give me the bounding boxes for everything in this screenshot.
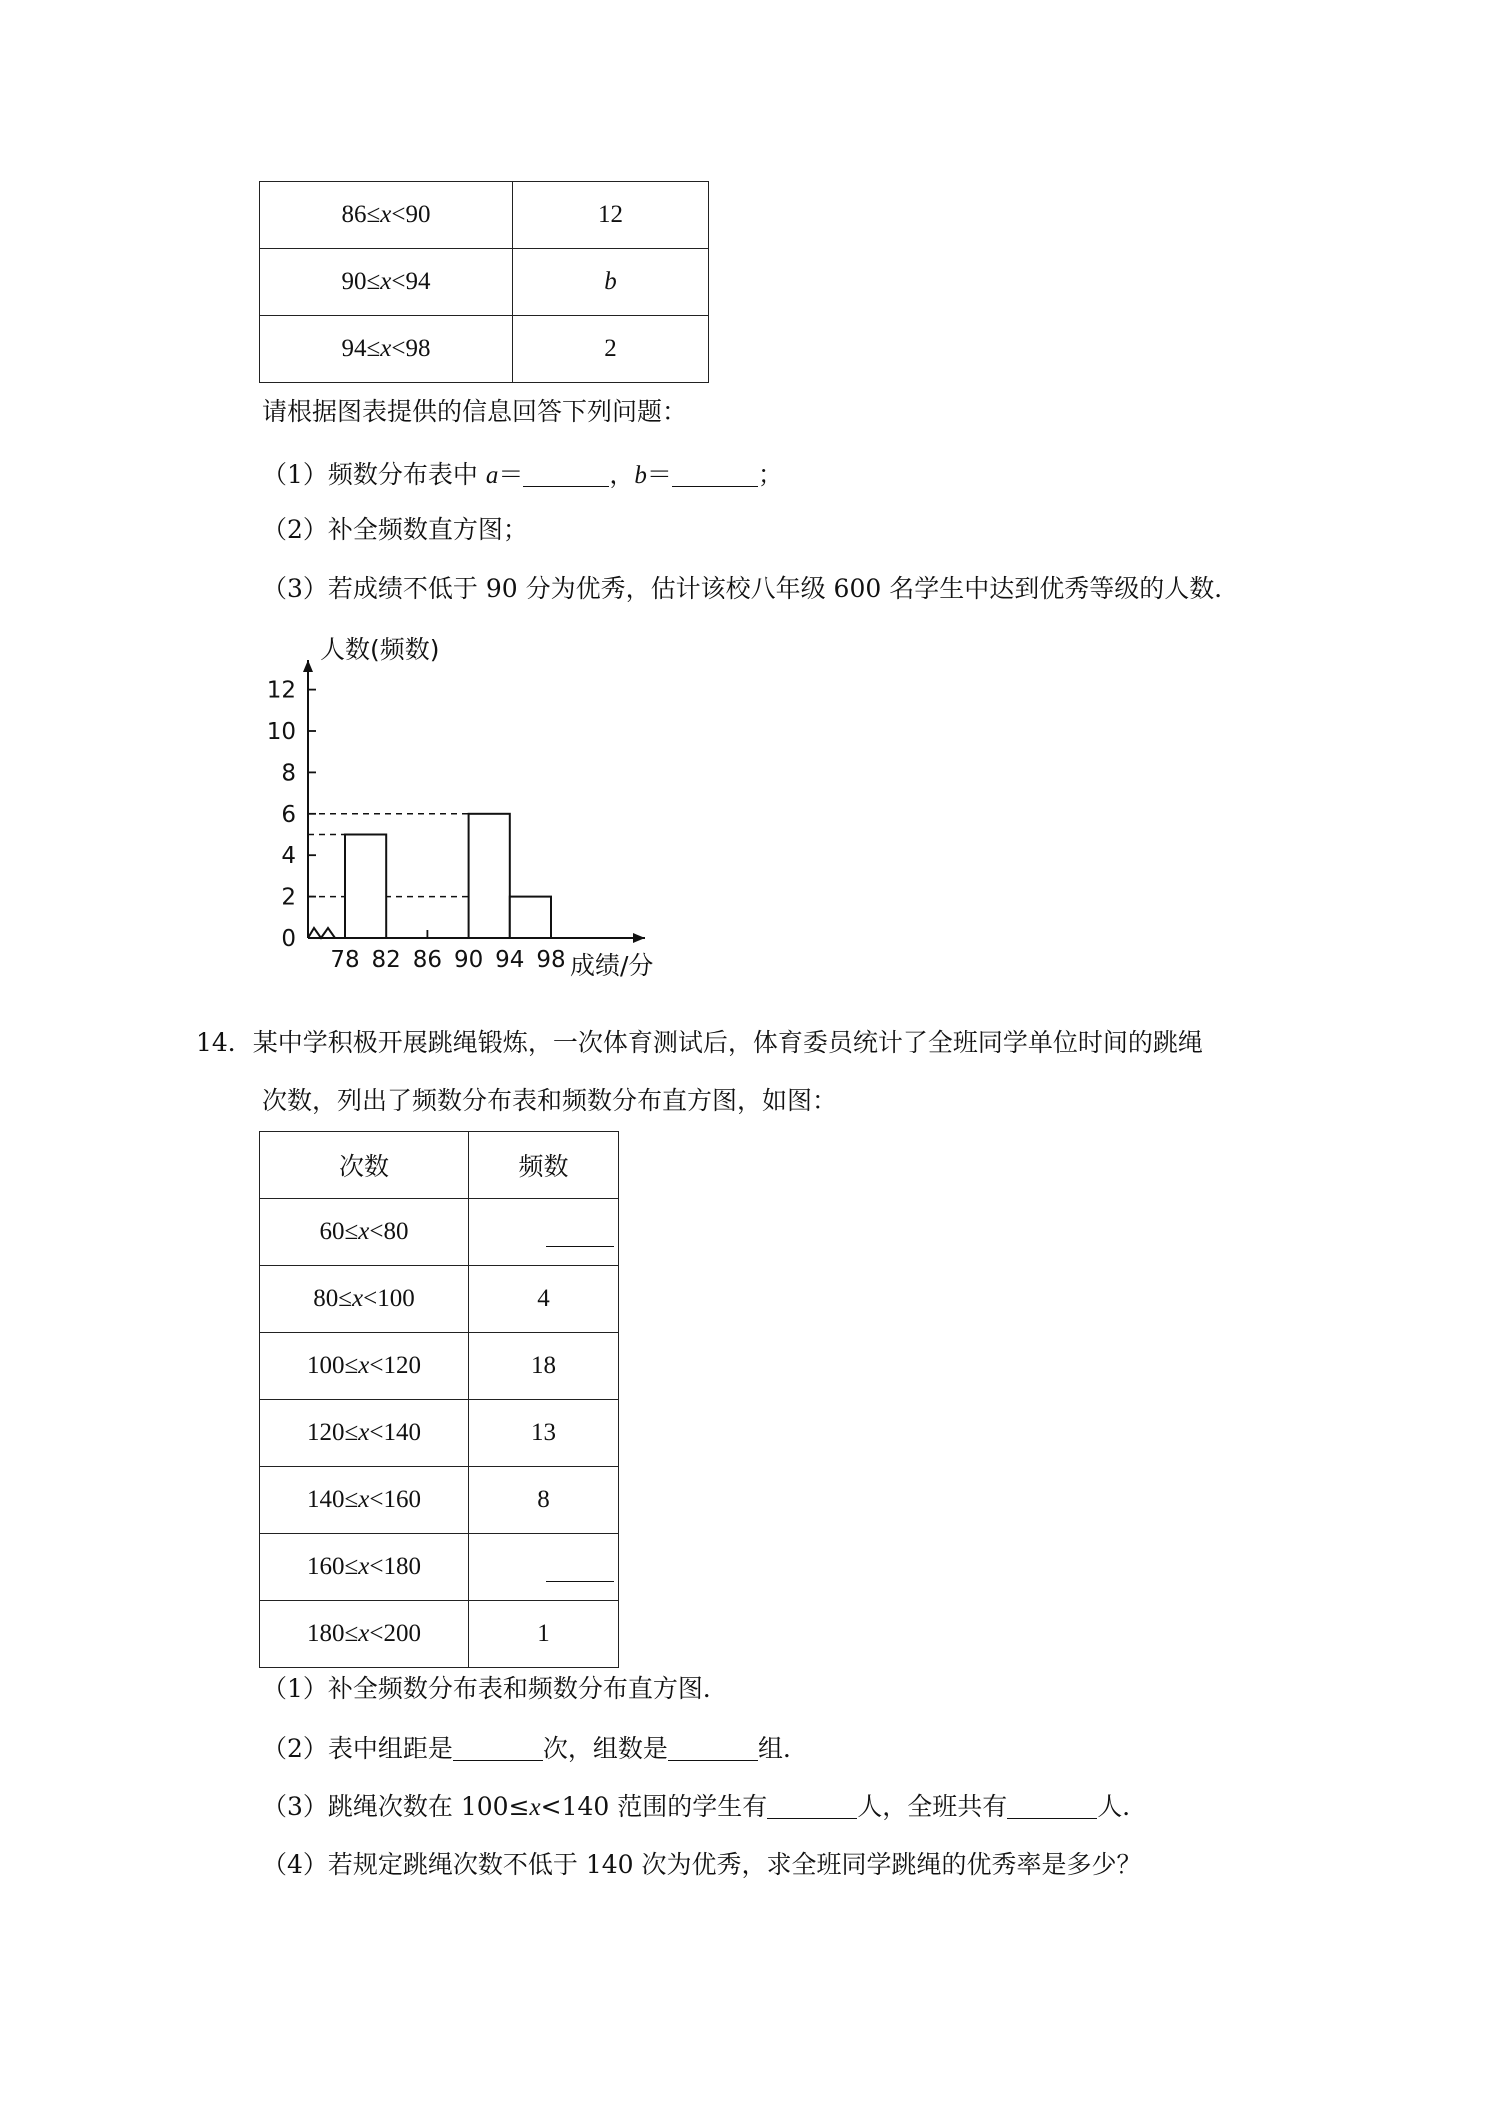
range-cell: 160≤x<180 [260,1534,469,1601]
frequency-cell: 12 [513,182,709,249]
range-cell: 140≤x<160 [260,1467,469,1534]
q14-frequency-table [259,1131,619,1668]
table-row [260,1199,619,1266]
frequency-cell: 13 [469,1400,619,1467]
y-tick-label: 8 [281,760,296,787]
y-axis-arrow [303,660,313,672]
frequency-cell: b [513,249,709,316]
y-tick-label: 6 [281,801,296,828]
y-tick-label: 2 [281,884,296,911]
x-tick-label: 78 [330,947,360,973]
range-cell: 180≤x<200 [260,1601,469,1668]
range-cell: 80≤x<100 [260,1266,469,1333]
table-row [260,249,709,316]
x-axis-arrow [633,933,645,943]
q13-sub1: （1）频数分布表中 a＝ ，b＝ ； [262,460,783,489]
q13-frequency-table [259,181,709,383]
table-header-row [260,1132,619,1199]
answer-blank-interval[interactable] [453,1736,543,1761]
table-row [260,1400,619,1467]
y-tick-label: 4 [281,843,296,870]
header-frequency: 频数 [469,1132,619,1199]
answer-blank-groups[interactable] [668,1736,758,1761]
histogram-bar [510,897,551,938]
x-axis-label: 成绩/分 [570,951,654,980]
histogram-chart [250,630,690,990]
x-tick-label: 98 [536,947,566,973]
x-tick-label: 94 [495,947,525,973]
histogram-bar [469,814,510,938]
range-cell: 94≤x<98 [260,316,513,383]
x-tick-label: 86 [412,947,443,973]
q14-intro-line1: 14．某中学积极开展跳绳锻炼，一次体育测试后，体育委员统计了全班同学单位时间的跳绳 [196,1028,1203,1057]
answer-blank-students[interactable] [767,1794,857,1819]
answer-blank-total[interactable] [1007,1794,1097,1819]
answer-blank-line [546,1246,614,1247]
y-tick-label: 10 [266,719,296,745]
frequency-blank-cell[interactable] [469,1199,619,1266]
axis-break-zigzag [308,928,342,938]
range-cell: 60≤x<80 [260,1199,469,1266]
range-cell: 90≤x<94 [260,249,513,316]
frequency-cell: 1 [469,1601,619,1668]
frequency-cell: 2 [513,316,709,383]
histogram-bar [345,835,386,939]
q14-intro-line2: 次数，列出了频数分布表和频数分布直方图，如图： [262,1086,838,1115]
frequency-blank-cell[interactable] [469,1534,619,1601]
table-row [260,1467,619,1534]
frequency-cell: 4 [469,1266,619,1333]
q14-sub2: （2）表中组距是 次，组数是 组． [262,1734,808,1763]
range-cell: 120≤x<140 [260,1400,469,1467]
x-tick-label: 90 [453,947,484,973]
x-tick-label: 82 [371,947,401,973]
answer-blank-line [546,1581,614,1582]
histogram-layer [267,635,654,980]
y-axis-label: 人数(频数) [320,635,440,664]
table-row [260,1266,619,1333]
header-count: 次数 [260,1132,469,1199]
range-cell: 100≤x<120 [260,1333,469,1400]
y-tick-label: 0 [281,926,296,952]
q13-prompt: 请根据图表提供的信息回答下列问题： [262,397,688,426]
q14-sub1: （1）补全频数分布表和频数分布直方图． [262,1674,728,1703]
range-cell: 86≤x<90 [260,182,513,249]
table-row [260,1534,619,1601]
q13-sub3: （3）若成绩不低于 90 分为优秀，估计该校八年级 600 名学生中达到优秀等级的人数． [262,574,1240,603]
q14-sub4: （4）若规定跳绳次数不低于 140 次为优秀，求全班同学跳绳的优秀率是多少？ [262,1850,1142,1879]
table-row [260,1333,619,1400]
table-row [260,316,709,383]
frequency-cell: 8 [469,1467,619,1534]
q14-sub3: （3）跳绳次数在 100≤x<140 范围的学生有 人，全班共有 人． [262,1792,1148,1821]
frequency-cell: 18 [469,1333,619,1400]
answer-blank-b[interactable] [672,462,758,487]
y-tick-label: 12 [266,677,296,704]
table-row [260,182,709,249]
answer-blank-a[interactable] [523,462,609,487]
q13-sub2: （2）补全频数直方图； [262,515,528,544]
table-row [260,1601,619,1668]
